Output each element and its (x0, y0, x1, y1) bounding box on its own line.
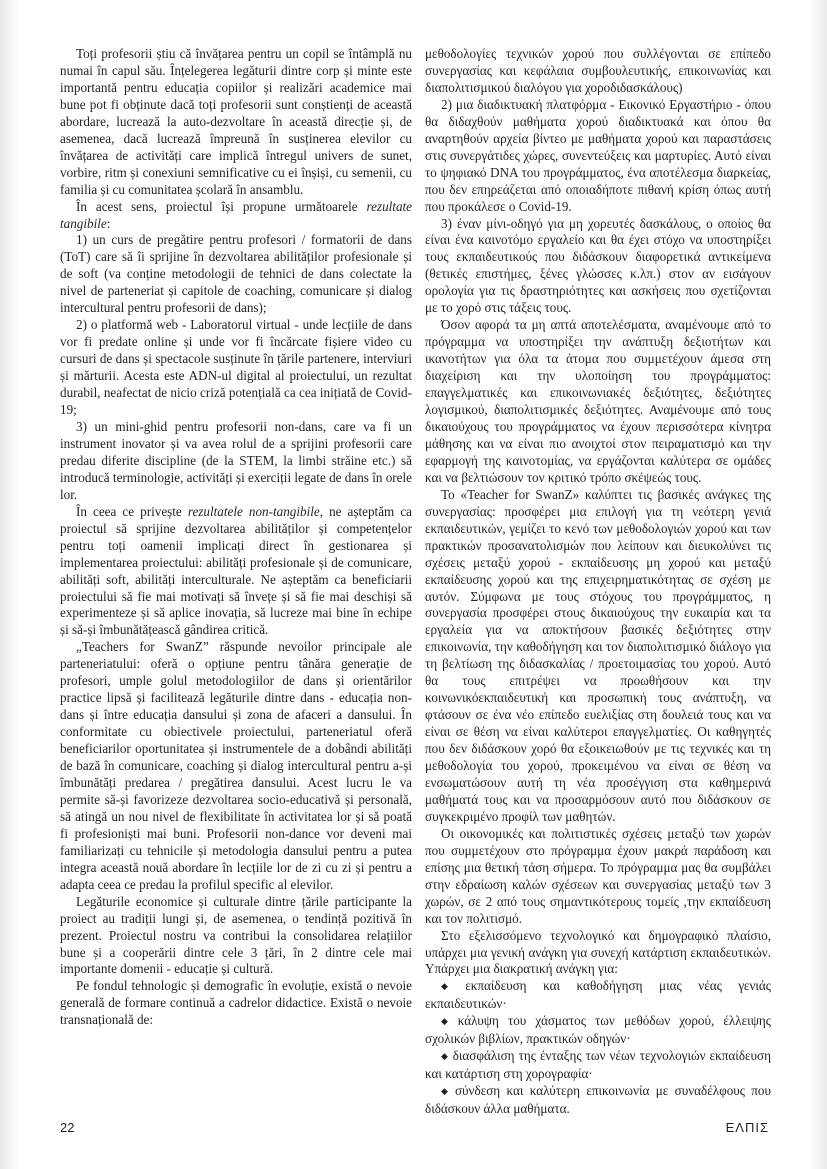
list-item: 3) έναν μίνι-οδηγό για μη χορευτές δασκάλους, ο οποίος θα είναι ένα καινοτόμο εργαλείο και θα έχει στόχο να υποστηρίξει τους εκπαιδευτικούς που διδάσκουν διαφορετικά αντικείμενα (θετικές επιστήμες, ξένες γλώσσες κ.λπ.) στον αν εισάγουν ορολογία για τις δραστηριότητες και ασκήσεις που σχετίζονται με το χορό στις τάξεις τους. (425, 215, 771, 316)
paragraph: Όσον αφορά τα μη απτά αποτελέσματα, αναμένουμε από το πρόγραμμα να υποστηρίξει την ανάπτυξη δεξιοτήτων και ικανοτήτων για όλα τα άτομα που συμμετέχουν άμεσα στη διαχείριση και την υλοποίηση του προγράμματος: επαγγελματικές και επικοινωνιακές δεξιότητες, δεξιότητες λογισμικού, διαπολιτισμικές δεξιότητες. Αναμένουμε από τους δικαιούχους του προγράμματος να έχουν περισσότερα κίνητρα μάθησης και να είναι πιο ανοιχτοί στον πειραματισμό και την εφαρμογή της καινοτομίας, να εργάζονται καλύτερα σε ομάδες και να βελτιώσουν τον κριτικό τρόπο σκέψεώς τους. (425, 317, 771, 485)
paragraph: Στο εξελισσόμενο τεχνολογικό και δημογραφικό πλαίσιο, υπάρχει μια γενική ανάγκη για συνεχή κατάρτιση εκπαιδευτικών. Υπάρχει μια διακρατική ανάγκη για: (425, 927, 771, 977)
bullet-item: ◆ κάλυψη του χάσματος των μεθόδων χορού, έλλειψης σχολικών βιβλίων, πρακτικών οδηγών· (425, 1013, 771, 1048)
paragraph-text: , ne așteptăm ca proiectul să sprijine dezvoltarea abilităților și competențelor pentru toți oamenii implicați direct în gestionarea și implementarea proiectului: abilități profesionale și de comunicare, abilități soft, abilități interculturale. Ne așteptăm ca beneficiarii proiectului să fie mai motivați să învețe și să fie mai deschiși să experimenteze și să aplice inovația, să lucreze mai bine în echipe și să-și îmbunătățească gândirea critică. (60, 503, 412, 638)
emphasis-text: rezultatele non-tangibile (187, 503, 320, 519)
paragraph (60, 504, 412, 640)
bullet-item: ◆ εκπαίδευση και καθοδήγηση μιας νέας γενιάς εκπαιδευτικών· (425, 978, 771, 1013)
emphasis-text: rezultate tangibile (60, 198, 412, 231)
left-column (60, 46, 412, 1029)
paragraph: Legăturile economice și culturale dintre țările participante la proiect au tradiții lungi și, de asemenea, o tendință pozitivă în prezent. Proiectul nostru va contribui la consolidarea relațiilor bune și a cooperării dintre cele 3 țări, în 2 dintre cele mai importante domenii - educație și cultură. (60, 893, 412, 977)
bullet-item: ◆ διασφάλιση της ένταξης των νέων τεχνολογιών εκπαίδευση και κατάρτιση στη χορογραφία· (425, 1048, 771, 1083)
page-number: 22 (60, 1120, 75, 1135)
paragraph (60, 199, 412, 233)
list-item: 3) un mini-ghid pentru profesorii non-dans, care va fi un instrument inovator și va avea rolul de a sprijini profesorii care predau diferite discipline (de la STEM, la limbi străine etc.) să introducă terminologie, activități și exerciții legate de dans în orele lor. (60, 418, 412, 502)
paragraph-text: În ceea ce privește (76, 503, 188, 519)
paragraph: Pe fondul tehnologic și demografic în evoluție, există o nevoie generală de formare continuă a cadrelor didactice. Există o nevoie transnațională de: (60, 978, 412, 1028)
list-item: 2) o platformă web - Laboratorul virtual - unde lecțiile de dans vor fi predate online și unde vor fi încărcate fișiere video cu cursuri de dans și spectacole susținute în țările partenere, interviuri și mărturii. Acesta este ADN-ul digital al proiectului, un rezultat durabil, neafectat de nicio criză potențială ca cea inițiată de Covid-19; (60, 317, 412, 418)
list-item: 2) μια διαδικτυακή πλατφόρμα - Εικονικό Εργαστήριο - όπου θα διδαχθούν μαθήματα χορού διαδικτυακά και όπου θα αναρτηθούν αρχεία βίντεο με μαθήματα χορού και παραστάσεις στις συνεργάτιδες χώρες, συνεντεύξεις και μαρτυρίες. Αυτό είναι το ψηφιακό DNA του προγράμματος, ένα αποτέλεσμα διαρκείας, που δεν επηρεάζεται από οποιαδήποτε πιθανή κρίση όπως αυτή που προκάλεσε ο Covid-19. (425, 96, 771, 214)
paragraph: „Teachers for SwanZ” răspunde nevoilor principale ale parteneriatului: oferă o opțiune pentru tânăra generație de profesori, umple golul metodologiilor de dans și orientărilor practice lipsă și facilitează legăturile dintre dans - educația non-dans și între educația dansului și zona de afaceri a dansului. În conformitate cu obiectivele proiectului, parteneriatul oferă beneficiarilor oportunitatea și instrumentele de a dobândi abilități de bază în comunicare, coaching și dialog intercultural pentru a-și îmbunătăți predarea / pregătirea dansului. Acest lucru le va permite să-și favorizeze dezvoltarea socio-educativă și personală, să atingă un nou nivel de flexibilitate în activitatea lor și să poată fi profesioniști mai buni. Profesorii non-dance vor deveni mai familiarizați cu tehnicile și metodologia dansului pentru a putea integra această nouă abordare în lecțiile lor de zi cu zi și pentru a adapta ceea ce predau la profilul specific al elevilor. (60, 639, 412, 892)
paragraph: Το «Teacher for SwanZ» καλύπτει τις βασικές ανάγκες της συνεργασίας: προσφέρει μια επιλογή για τη νεότερη γενιά εκπαιδευτικών, γεμίζει το κενό των μεθοδολογιών χορού και των πρακτικών προσανατολισμών που λείπουν και διευκολύνει τις σχέσεις μεταξύ χορού - εκπαίδευσης μη χορού και μεταξύ εκπαίδευσης χορού και της επιχειρηματικότητας σε σχέση με αυτόν. Σύμφωνα με τους στόχους του προγράμματος, η συνεργασία προσφέρει στους δικαιούχους την ευκαιρία και τα εργαλεία για να αποκτήσουν βασικές δεξιότητες στην επικοινωνία, την καθοδήγηση και τον διαπολιτισμικό διάλογο για τη βελτίωση της διδασκαλίας / προετοιμασίας του χορού. Αυτό θα τους επιτρέψει να προωθήσουν και την κοινωνικόεκπαιδευτική και προσωπική τους ανάπτυξη, να φτάσουν σε ένα νέο επίπεδο ευελιξίας στη δουλειά τους και να είναι σε θέση να είναι καλύτεροι επαγγελματίες. Οι καθηγητές που δεν διδάσκουν χορό θα εξοικειωθούν με τις τεχνικές και τη μεθοδολογία του χορού, προκειμένου να είναι σε θέση να ενσωματώσουν αυτή τη νέα προσέγγιση στα καθημερινά μαθήματά τους και να προσαρμόσουν αυτό που διδάσκουν σε συγκεκριμένο προφίλ των μαθητών. (425, 486, 771, 824)
paragraph: Toți profesorii știu că învățarea pentru un copil se întâmplă nu numai în capul său. Înțelegerea legăturii dintre corp și minte este importantă pentru educația copiilor și realizări academice mai bune pot fi obținute dacă toți profesorii sunt conștienți de această abordare, lucrează la auto-dezvoltare în această direcție și, de asemenea, dacă lucrează împreună în susținerea elevilor cu învățarea de activități care implică întregul univers de sunet, vorbire, ritm și conexiuni semnificative cu ei înșiși, cu semenii, cu familia și cu comunitatea școlară în ansamblu. (60, 46, 412, 197)
paragraph-text: : (106, 215, 111, 231)
paragraph: μεθοδολογίες τεχνικών χορού που συλλέγονται σε επίπεδο συνεργασίας και κεφάλαια συμβουλευτικής, επικοινωνίας και διαπολιτισμικού διαλόγου για χοροδιδασκάλους) (425, 46, 771, 95)
list-item: 1) un curs de pregătire pentru profesori / formatorii de dans (ToT) care să îi sprijine în dezvoltarea abilităților profesionale și de soft (va conține metodologii de tehnici de dans colectate la nivel de parteneriat și capitole de coaching, comunicare și dialog intercultural pentru profesorii de dans); (60, 232, 412, 316)
paragraph-text: În acest sens, proiectul își propune următoarele (76, 198, 367, 214)
paragraph: Οι οικονομικές και πολιτιστικές σχέσεις μεταξύ των χωρών που συμμετέχουν στο πρόγραμμα έχουν μακρά παράδοση και επίσης μια θετική τάση σήμερα. Το πρόγραμμα μας θα συμβάλει στην εδραίωση καλών σχέσεων και συνεργασίας μεταξύ των 3 χωρών, σε 2 από τους σημαντικότερους τομείς ,την εκπαίδευση και τον πολιτισμό. (425, 825, 771, 926)
right-column (425, 46, 771, 1118)
bullet-item: ◆ σύνδεση και καλύτερη επικοινωνία με συναδέλφους που διδάσκουν άλλα μαθήματα. (425, 1083, 771, 1118)
journal-title: ΕΛΠΙΣ (725, 1120, 769, 1135)
